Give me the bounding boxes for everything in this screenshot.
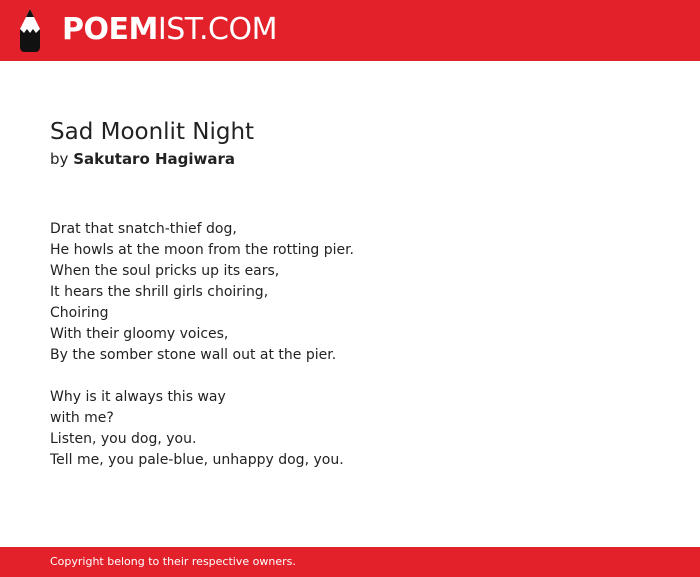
stanza [50, 219, 354, 366]
stanza [50, 387, 354, 471]
pencil-icon[interactable] [17, 9, 43, 52]
poem-line: Choiring [50, 305, 109, 321]
poem-line: When the soul pricks up its ears, [50, 263, 280, 279]
copyright-text: Copyright belong to their respective owners. [50, 555, 296, 568]
logo-text-light: IST.COM [157, 12, 277, 47]
poem-byline [50, 148, 650, 170]
poem-line: It hears the shrill girls choiring, [50, 284, 269, 300]
poem-line: With their gloomy voices, [50, 326, 229, 342]
site-footer [0, 547, 700, 577]
poem-title: Sad Moonlit Night [50, 119, 255, 145]
poem-line: He howls at the moon from the rotting pier. [50, 242, 355, 258]
site-logo[interactable] [62, 12, 277, 48]
poem-line: By the somber stone wall out at the pier. [50, 347, 337, 363]
site-header [0, 0, 700, 61]
poem-line: Drat that snatch-thief dog, [50, 221, 237, 237]
poem-line: Listen, you dog, you. [50, 431, 197, 447]
poem-line: with me? [50, 410, 114, 426]
poem-body [50, 219, 354, 492]
poem-line: Tell me, you pale-blue, unhappy dog, you. [50, 452, 344, 468]
author-name[interactable]: Sakutaro Hagiwara [73, 150, 236, 168]
byline-prefix: by [50, 150, 69, 168]
logo-text-bold: POEM [62, 12, 158, 47]
poem-header [50, 117, 650, 170]
poem-line: Why is it always this way [50, 389, 226, 405]
